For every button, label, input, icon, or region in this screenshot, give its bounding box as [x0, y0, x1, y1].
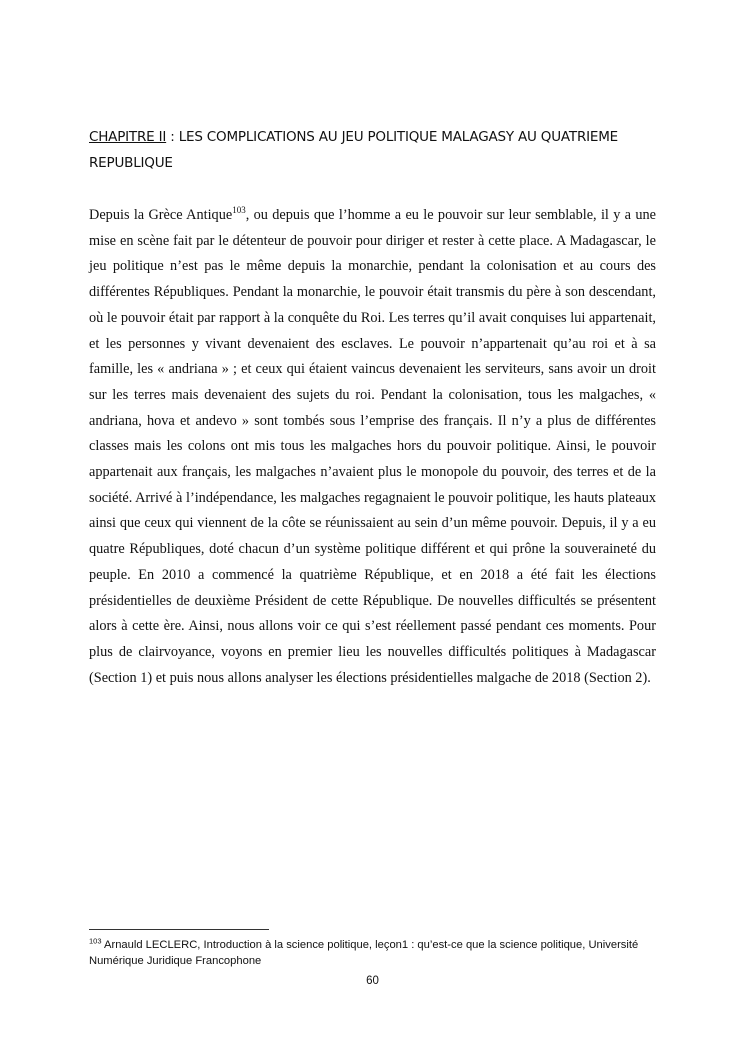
body-paragraph: [89, 203, 656, 691]
chapter-heading: [89, 124, 659, 176]
body-text: , ou depuis que l’homme a eu le pouvoir sur leur semblable, il y a une mise en scène fait par le détenteur de pouvoir pour diriger et rester à cette place. A Madagascar, le jeu politique n’est pas le même depuis la monarchie, pendant la colonisation et au cours des différentes Républiques. Pendant la monarchie, le pouvoir était transmis du père à son descendant, où le pouvoir était par rapport à la conquête du Roi. Les terres qu’il avait conquises lui appartenait, et les personnes y vivant devenaient des esclaves. Le pouvoir n’appartenait qu’au roi et à sa famille, les « andriana » ; et ceux qui étaient vaincus devenaient les serviteurs, sans avoir un droit sur les terres mais devenaient des sujets du roi. Pendant la colonisation, tous les malgaches, « andriana, hova et andevo » sont tombés sous l’emprise des français. Il n’y a plus de différentes classes mais les colons ont mis tous les malgaches hors du pouvoir politique. Ainsi, le pouvoir appartenait aux français, les malgaches n’avaient plus le monopole du pouvoir, des terres et de la société. Arrivé à l’indépendance, les malgaches regagnaient le pouvoir politique, les hauts plateaux ainsi que ceux qui viennent de la côte se réunissaient au sein d’un même pouvoir. Depuis, il y a eu quatre Républiques, doté chacun d’un système politique différent et qui prône la souveraineté du peuple. En 2010 a commencé la quatrième République, et en 2018 a été fait les élections présidentielles de deuxième Président de cette République. De nouvelles difficultés se présentent alors à cette ère. Ainsi, nous allons voir ce qui s’est réellement passé pendant ces moments. Pour plus de clairvoyance, voyons en premier lieu les nouvelles difficultés politiques à Madagascar (Section 1) et puis nous allons analyser les élections présidentielles malgache de 2018 (Section 2).: [89, 207, 657, 686]
chapter-label: CHAPITRE II: [89, 129, 167, 145]
footnote-separator: [89, 929, 269, 930]
footnote-text: Arnauld LECLERC, Introduction à la science politique, leçon1 : qu’est-ce que la science politique, Université Numérique Juridique Francophone: [89, 939, 639, 967]
page-number: 60: [366, 975, 379, 987]
footnote-reference[interactable]: 103: [232, 205, 246, 216]
footnote: [89, 937, 659, 969]
footnote-number: 103: [89, 936, 102, 946]
heading-separator: :: [166, 129, 179, 145]
chapter-title: LES COMPLICATIONS AU JEU POLITIQUE MALAGASY AU QUATRIEME REPUBLIQUE: [89, 129, 619, 171]
body-lead: Depuis la Grèce Antique: [89, 207, 233, 223]
